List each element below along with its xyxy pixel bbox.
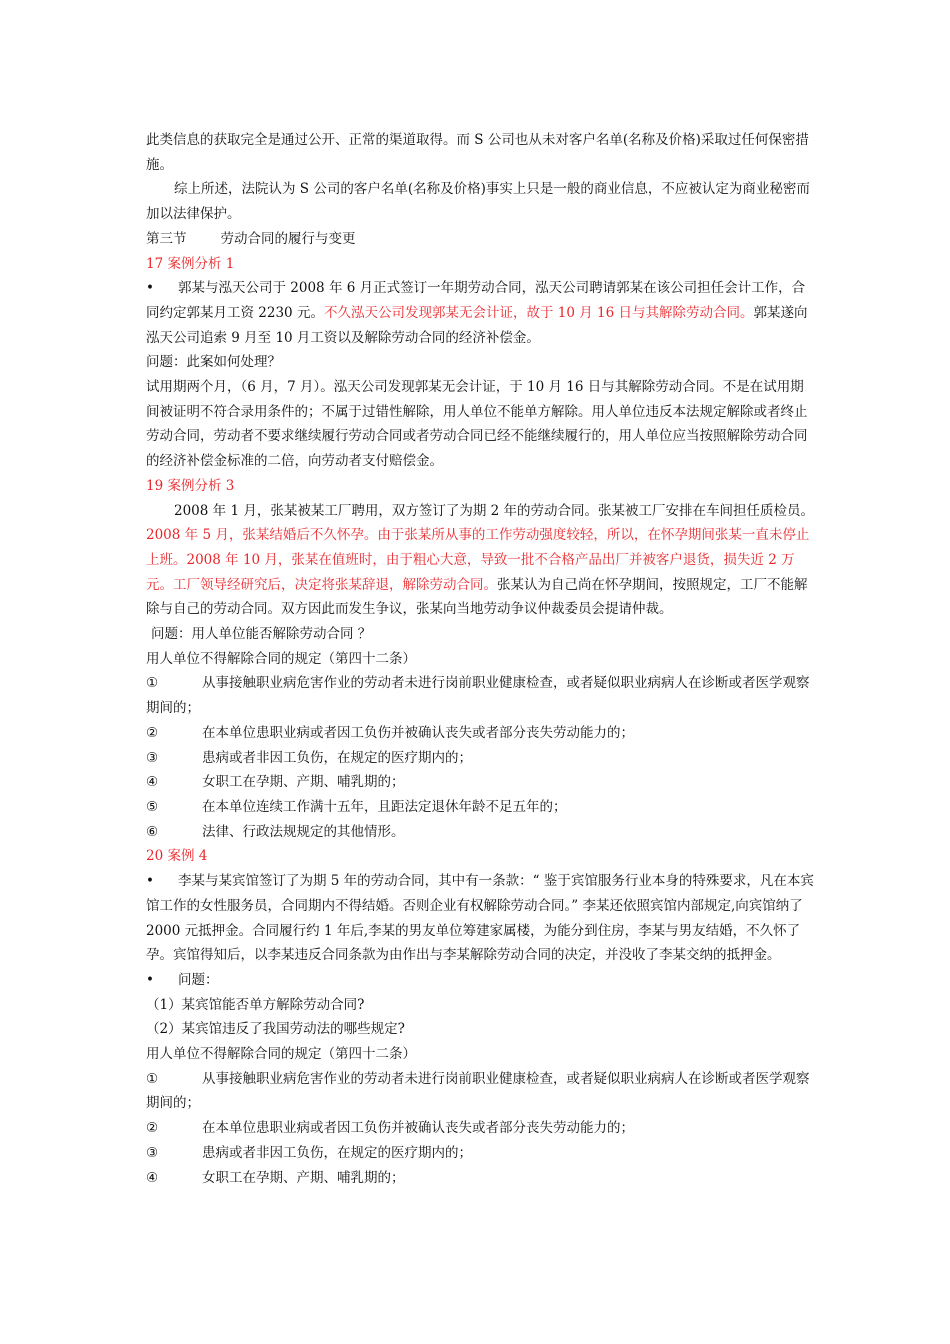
- case17-question: 问题：此案如何处理？: [146, 354, 281, 371]
- rule-text: 患病或者非因工负伤，在规定的医疗期内的；: [202, 1144, 472, 1161]
- rule-item: [146, 746, 816, 771]
- rule-text: 患病或者非因工负伤，在规定的医疗期内的；: [202, 749, 472, 766]
- case19-question: 问题：用人单位能否解除劳动合同 ？: [151, 626, 372, 643]
- rule-item: [146, 820, 816, 845]
- case17-answer: 试用期两个月，（6 月，7 月）。泓天公司发现郭某无会计证，于 10 月 16 日与其解除劳动合同。不是在试用期间被证明不符合录用条件的；不属于过错性解除，用人单位不能单方解除。用人单位违反本法规定解除或者终止劳动合同，劳动者不要求继续履行劳动合同或者劳动合同已经不能继续履行的，用人单位应当按照解除劳动合同的经济补偿金标准的二倍，向劳动者支付赔偿金。: [146, 379, 808, 470]
- case19-text-b: 张某认为自己尚在怀孕期间，按照规定，工厂不能解除与自己的劳动合同。双方因此而发生争议，张某向当地劳动争议仲裁委员会提请仲裁。: [146, 576, 808, 618]
- rule-text: 在本单位患职业病或者因工负伤并被确认丧失或者部分丧失劳动能力的；: [202, 724, 634, 741]
- rule-item: [146, 770, 816, 795]
- case17-text-a: 郭某与泓天公司于 2008 年 6 月正式签订一年期劳动合同，泓天公司聘请郭某在该公司担任会计工作，合同约定郭某月工资 2230 元。: [146, 280, 806, 321]
- rule-text: 在本单位连续工作满十五年，且距法定退休年龄不足五年的；: [202, 798, 567, 815]
- rule-number: ⑥: [146, 823, 159, 840]
- rule-number: ④: [146, 774, 159, 791]
- case20-heading: 20 案例 4: [146, 848, 208, 865]
- case17-text: [146, 276, 816, 350]
- rule-number: ③: [146, 1144, 159, 1161]
- rule-number: ④: [146, 1169, 159, 1186]
- rule-number: ⑤: [146, 798, 159, 815]
- rule-item: [146, 671, 816, 720]
- rule-text: 在本单位患职业病或者因工负伤并被确认丧失或者部分丧失劳动能力的；: [202, 1120, 634, 1137]
- rule-item: [146, 1141, 816, 1166]
- rule-number: ①: [146, 675, 159, 692]
- section-title: 劳动合同的履行与变更: [220, 230, 356, 247]
- case20-question: [146, 968, 816, 993]
- case19-text: [146, 499, 816, 623]
- intro-paragraph-1: 此类信息的获取完全是通过公开、正常的渠道取得。而 S 公司也从未对客户名单(名称及价格)采取过任何保密措施。: [146, 132, 809, 173]
- case17-text-b: 郭某遂向泓天公司追索 9 月至 10 月工资以及解除劳动合同的经济补偿金。: [146, 304, 808, 346]
- rule-item: [146, 795, 816, 820]
- rule-text: 从事接触职业病危害作业的劳动者未进行岗前职业健康检查，或者疑似职业病病人在诊断或者医学观察期间的；: [146, 1070, 810, 1112]
- bullet-icon: •: [146, 280, 154, 297]
- intro-paragraph-2: 综上所述，法院认为 S 公司的客户名单(名称及价格)事实上只是一般的商业信息，不应被认定为商业秘密而加以法律保护。: [146, 181, 810, 223]
- case20-q2: （2）某宾馆违反了我国劳动法的哪些规定?: [146, 1021, 405, 1038]
- case19-rule-title: 用人单位不得解除合同的规定（第四十二条）: [146, 650, 416, 667]
- case19-text-red: 2008 年 5 月，张某结婚后不久怀孕。由于张某所从事的工作劳动强度较轻，所以，在怀孕期间张某一直未停止上班。2008 年 10 月，张某在值班时，由于粗心大意，导致一批不合格产品出厂并被客户退货，损失近 2 万元。工厂领导经研究后，决定将张某辞退，解除劳动合同。: [146, 527, 810, 593]
- rule-text: 女职工在孕期、产期、哺乳期的；: [202, 1169, 405, 1186]
- case19-rules-list: [146, 671, 816, 844]
- rule-number: ②: [146, 724, 159, 741]
- rule-number: ①: [146, 1070, 159, 1087]
- case17-heading: 17 案例分析 1: [146, 255, 235, 272]
- rule-item: [146, 1067, 816, 1116]
- case20-question-label: 问题：: [178, 971, 219, 988]
- bullet-icon: •: [146, 971, 154, 988]
- rule-number: ③: [146, 749, 159, 766]
- rule-number: ②: [146, 1120, 159, 1137]
- section-heading: [146, 227, 816, 252]
- rule-text: 法律、行政法规规定的其他情形。: [202, 823, 405, 840]
- bullet-icon: •: [146, 873, 154, 890]
- case19-text-a: 2008 年 1 月，张某被某工厂聘用，双方签订了为期 2 年的劳动合同。张某被工厂安排在车间担任质检员。: [174, 502, 814, 519]
- case20-text-body: 李某与某宾馆签订了为期 5 年的劳动合同，其中有一条款：“ 鉴于宾馆服务行业本身的特殊要求，凡在本宾馆工作的女性服务员，合同期内不得结婚。否则企业有权解除劳动合同。” 李某还依照宾馆内部规定,向宾馆纳了 2000 元抵押金。合同履行约 1 年后,李某的男友单位筹建家属楼，为能分到住房，李某与男友结婚，不久怀了孕。宾馆得知后，以李某违反合同条款为由作出与李某解除劳动合同的决定，并没收了李某交纳的抵押金。: [146, 873, 814, 964]
- rule-item: [146, 1116, 816, 1141]
- case20-rule-title: 用人单位不得解除合同的规定（第四十二条）: [146, 1046, 416, 1063]
- case19-heading: 19 案例分析 3: [146, 477, 235, 494]
- case20-text: [146, 869, 816, 968]
- rule-text: 女职工在孕期、产期、哺乳期的；: [202, 774, 405, 791]
- rule-item: [146, 721, 816, 746]
- case20-rules-list: [146, 1067, 816, 1191]
- rule-item: [146, 1166, 816, 1191]
- rule-text: 从事接触职业病危害作业的劳动者未进行岗前职业健康检查，或者疑似职业病病人在诊断或者医学观察期间的；: [146, 675, 810, 717]
- case20-q1: （1）某宾馆能否单方解除劳动合同?: [146, 996, 365, 1013]
- document-page: [146, 128, 816, 1190]
- case17-text-red: 不久泓天公司发现郭某无会计证，故于 10 月 16 日与其解除劳动合同。: [323, 304, 754, 321]
- section-number: 第三节: [146, 230, 187, 247]
